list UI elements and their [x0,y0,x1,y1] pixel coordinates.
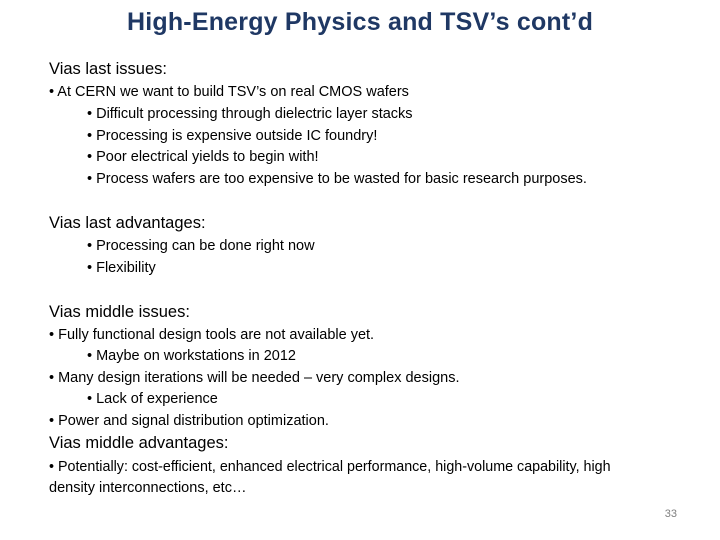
list-item: density interconnections, etc… [49,480,247,496]
section-heading-vias-middle-issues: Vias middle issues: [49,303,190,321]
list-item: • Difficult processing through dielectric layer stacks [87,106,413,122]
list-item: • Processing can be done right now [87,238,315,254]
section-heading-vias-middle-advantages: Vias middle advantages: [49,434,229,452]
list-item: • Potentially: cost-efficient, enhanced electrical performance, high-volume capability, high [49,459,611,475]
list-item: • Process wafers are too expensive to be wasted for basic research purposes. [87,171,587,187]
list-item: • At CERN we want to build TSV’s on real CMOS wafers [49,84,409,100]
list-item: • Many design iterations will be needed – very complex designs. [49,370,460,386]
list-item: • Power and signal distribution optimization. [49,413,329,429]
list-item: • Maybe on workstations in 2012 [87,348,296,364]
slide-title: High-Energy Physics and TSV’s cont’d [126,8,594,36]
section-heading-vias-last-issues: Vias last issues: [49,60,167,78]
list-item: • Poor electrical yields to begin with! [87,149,319,165]
section-heading-vias-last-advantages: Vias last advantages: [49,214,206,232]
list-item: • Lack of experience [87,391,218,407]
page-number: 33 [664,508,677,520]
list-item: • Flexibility [87,260,156,276]
list-item: • Fully functional design tools are not available yet. [49,327,375,343]
list-item: • Processing is expensive outside IC foundry! [87,128,378,144]
